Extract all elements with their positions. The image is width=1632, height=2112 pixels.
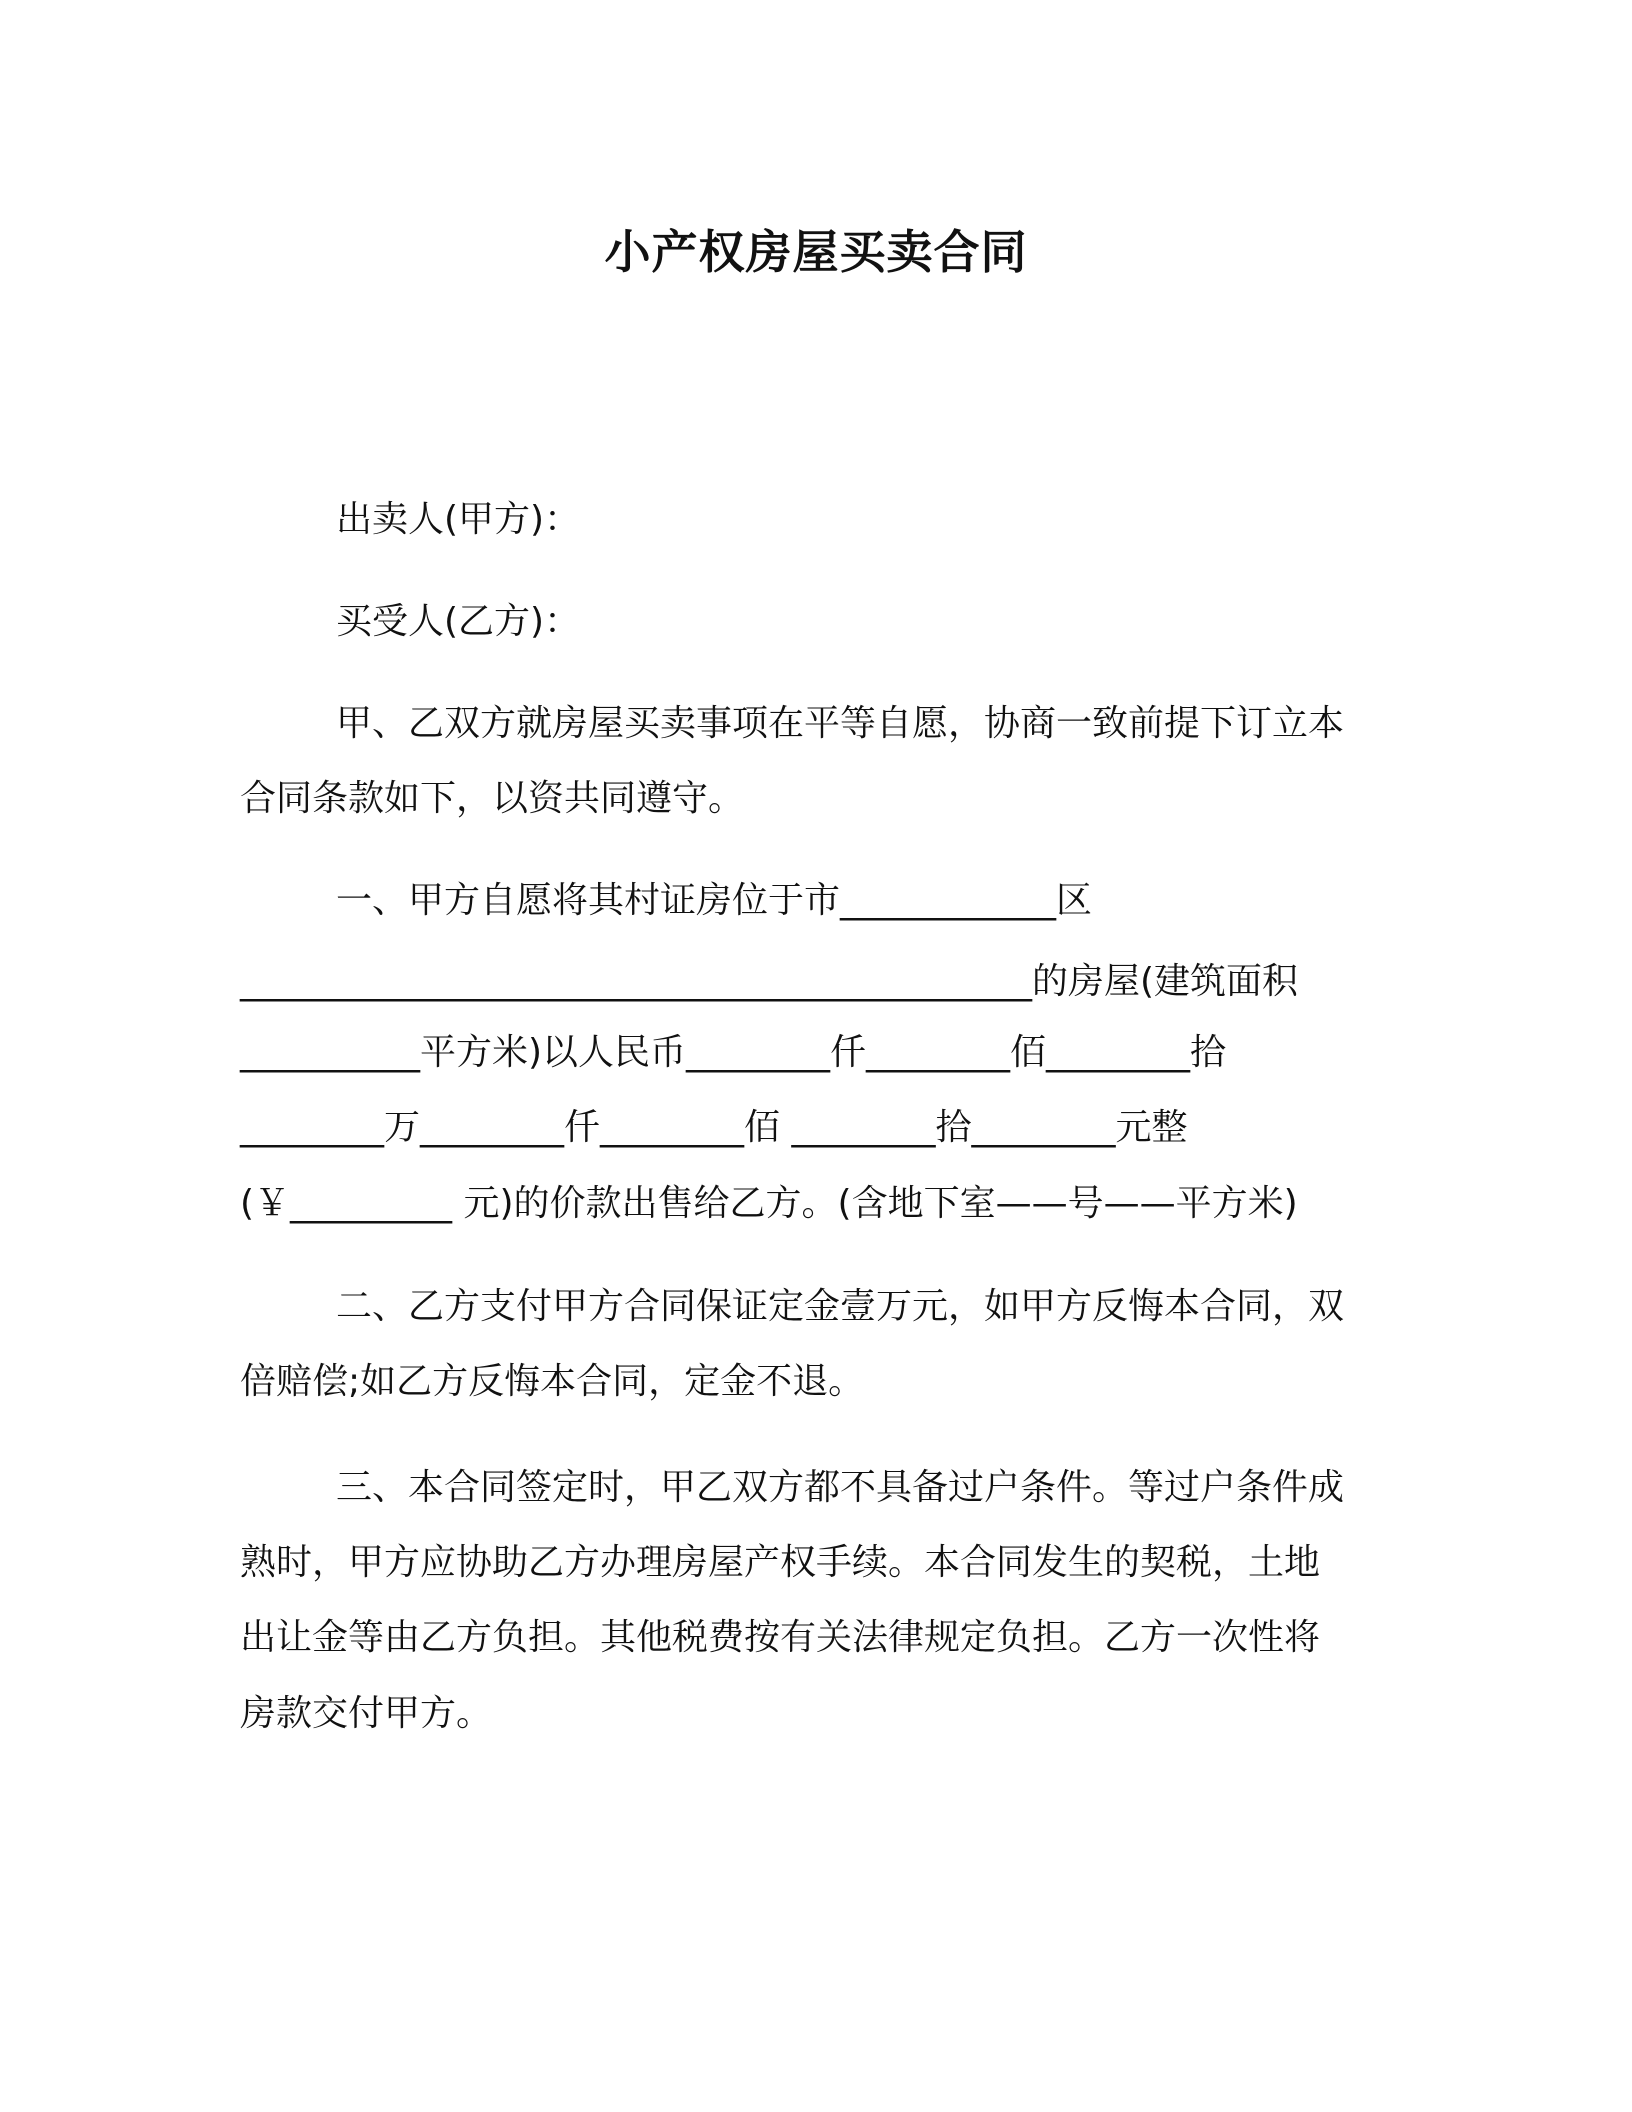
clause1-line-2: ____________________________________________的房屋(建筑面积 [240,961,1299,1002]
seller-label: 出卖人(甲方)： [336,499,581,540]
document-title: 小产权房屋买卖合同 [604,225,1028,279]
buyer-label: 买受人(乙方)： [336,601,581,642]
clause1-line-3: __________平方米)以人民币________仟________佰________拾 [240,1032,1227,1073]
clause3-line-4: 房款交付甲方。 [240,1693,493,1734]
clause1-line-4: ________万________仟________佰 ________拾________元整 [240,1107,1188,1148]
intro-line-2: 合同条款如下，以资共同遵守。 [240,778,745,819]
clause3-line-1: 三、本合同签定时，甲乙双方都不具备过户条件。等过户条件成 [336,1467,1345,1508]
clause1-line-1: 一、甲方自愿将其村证房位于市____________区 [336,880,1093,921]
clause1-line-5: (￥_________ 元)的价款出售给乙方。(含地下室——号——平方米) [240,1183,1298,1224]
clause2-line-1: 二、乙方支付甲方合同保证定金壹万元，如甲方反悔本合同，双 [336,1286,1345,1327]
clause2-line-2: 倍赔偿;如乙方反悔本合同，定金不退。 [240,1361,865,1402]
clause3-line-3: 出让金等由乙方负担。其他税费按有关法律规定负担。乙方一次性将 [240,1617,1321,1658]
intro-line-1: 甲、乙双方就房屋买卖事项在平等自愿，协商一致前提下订立本 [336,703,1345,744]
clause3-line-2: 熟时，甲方应协助乙方办理房屋产权手续。本合同发生的契税，土地 [240,1542,1321,1583]
